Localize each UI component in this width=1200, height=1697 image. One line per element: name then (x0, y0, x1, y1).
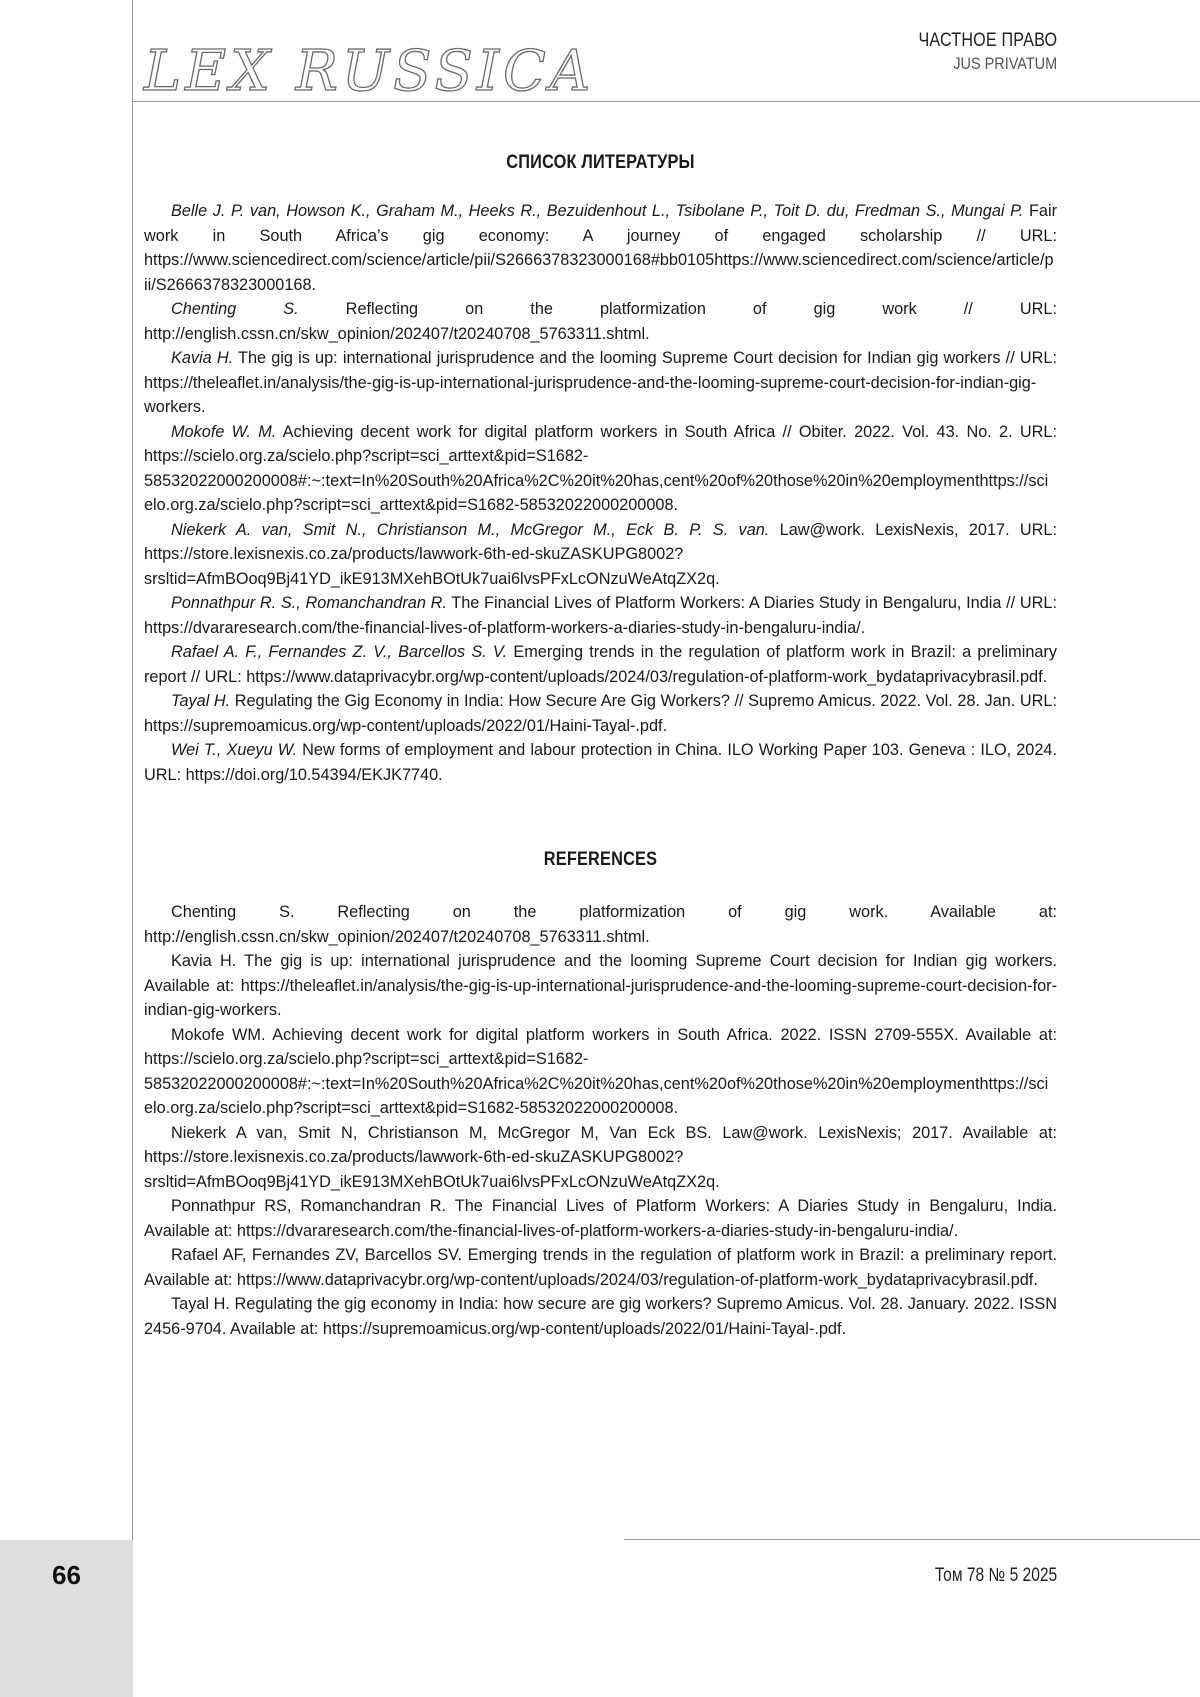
bibliography-entry (144, 297, 1057, 346)
bibliography-entry (144, 199, 1057, 297)
reference-entry: Chenting S. Reflecting on the platformization of gig work. Available at: http://english.cssn.cn/skw_opinion/202407/t20240708_5763311.shtml. (144, 900, 1057, 949)
issue-info: Том 78 № 5 2025 (935, 1565, 1057, 1587)
bibliography-entry (144, 518, 1057, 592)
references-list (144, 900, 1057, 1341)
reference-entry: Niekerk A van, Smit N, Christianson M, McGregor M, Van Eck BS. Law@work. LexisNexis; 2017. Available at: https://store.lexisnexis.co.za/products/lawwork-6th-ed-skuZASKUPG8002?srsltid=AfmBOoq9Bj41YD_ikE913MXehBOtUk7uai6lvsPFxLcONzuWeAtqZX2q. (144, 1121, 1057, 1195)
entry-text: Achieving decent work for digital platform workers in South Africa // Obiter. 2022. Vol. 43. No. 2. URL: https://scielo.org.za/scielo.php?script=sci_arttext&pid=S1682-58532022000200008#:~:text=In%20South%20Africa%2C%20it%20has,cent%20of%20those%20in%20employmenthttps://scielo.org.za/scielo.php?script=sci_arttext&pid=S1682-58532022000200008. (144, 423, 1057, 515)
entry-text: Regulating the Gig Economy in India: How Secure Are Gig Workers? // Supremo Amicus. 2022. Vol. 28. Jan. URL: https://supremoamicus.org/wp-content/uploads/2022/01/Haini-Tayal-.pdf. (144, 692, 1057, 735)
entry-authors: Tayal H. (171, 692, 230, 710)
bibliography-entry (144, 420, 1057, 518)
entry-text: Fair work in South Africa’s gig economy: A journey of engaged scholarship // URL: https://www.sciencedirect.com/science/article/pii/S2666378323000168#bb0105https://www.sciencedirect.com/science/article/pii/S2666378323000168. (144, 202, 1057, 294)
bibliography-entry (144, 591, 1057, 640)
reference-entry: Ponnathpur RS, Romanchandran R. The Financial Lives of Platform Workers: A Diaries Study in Bengaluru, India. Available at: https://dvararesearch.com/the-financial-lives-of-platform-workers-a-diaries-study-in-bengaluru-india/. (144, 1194, 1057, 1243)
entry-authors: Niekerk A. van, Smit N., Christianson M., McGregor M., Eck B. P. S. van. (171, 521, 769, 539)
entry-text: The Financial Lives of Platform Workers: A Diaries Study in Bengaluru, India // URL: https://dvararesearch.com/the-financial-lives-of-platform-workers-a-diaries-study-in-bengaluru-india/. (144, 594, 1057, 637)
bibliography-list (144, 199, 1057, 787)
references-heading: REFERENCES (208, 849, 993, 871)
entry-text: The gig is up: international jurisprudence and the looming Supreme Court decision for Indian gig workers // URL: https://theleaflet.in/analysis/the-gig-is-up-international-jurisprudence-and-the-looming-supreme-court-decision-for-indian-gig-workers. (144, 349, 1057, 416)
entry-authors: Belle J. P. van, Howson K., Graham M., Heeks R., Bezuidenhout L., Tsibolane P., Toit D. du, Fredman S., Mungai P. (171, 202, 1023, 220)
entry-authors: Kavia H. (171, 349, 233, 367)
section-title-ru: ЧАСТНОЕ ПРАВО (918, 30, 1057, 52)
page-number: 66 (0, 1560, 133, 1591)
entry-text: Reflecting on the platformization of gig work // URL: http://english.cssn.cn/skw_opinion/202407/t20240708_5763311.shtml. (144, 300, 1057, 343)
entry-authors: Mokofe W. M. (171, 423, 276, 441)
section-title-latin: JUS PRIVATUM (953, 54, 1057, 74)
entry-authors: Wei T., Xueyu W. (171, 741, 297, 759)
entry-text: New forms of employment and labour protection in China. ILO Working Paper 103. Geneva : ILO, 2024. URL: https://doi.org/10.54394/EKJK7740. (144, 741, 1057, 784)
entry-authors: Rafael A. F., Fernandes Z. V., Barcellos S. V. (171, 643, 507, 661)
footer-rule (624, 1539, 1200, 1540)
entry-authors: Chenting S. (171, 300, 299, 318)
bibliography-entry (144, 689, 1057, 738)
journal-logo (144, 34, 464, 104)
reference-entry: Mokofe WM. Achieving decent work for digital platform workers in South Africa. 2022. ISSN 2709-555X. Available at: https://scielo.org.za/scielo.php?script=sci_arttext&pid=S1682-58532022000200008#:~:text=In%20South%20Africa%2C%20it%20has,cent%20of%20those%20in%20employmenthttps://scielo.org.za/scielo.php?script=sci_arttext&pid=S1682-58532022000200008. (144, 1023, 1057, 1121)
bibliography-entry (144, 346, 1057, 420)
bibliography-entry (144, 738, 1057, 787)
reference-entry: Kavia H. The gig is up: international jurisprudence and the looming Supreme Court decision for Indian gig workers. Available at: https://theleaflet.in/analysis/the-gig-is-up-international-jurisprudence-and-the-looming-supreme-court-decision-for-indian-gig-workers. (144, 949, 1057, 1023)
entry-text: Emerging trends in the regulation of platform work in Brazil: a preliminary report // URL: https://www.dataprivacybr.org/wp-content/uploads/2024/03/regulation-of-platform-work_bydataprivacybrasil.pdf. (144, 643, 1057, 686)
left-margin-rule (132, 0, 133, 1540)
page-content (144, 152, 1057, 1341)
bibliography-entry (144, 640, 1057, 689)
reference-entry: Tayal H. Regulating the gig economy in India: how secure are gig workers? Supremo Amicus. Vol. 28. January. 2022. ISSN 2456-9704. Available at: https://supremoamicus.org/wp-content/uploads/2022/01/Haini-Tayal-.pdf. (144, 1292, 1057, 1341)
journal-logo-text: LEX RUSSICA (143, 39, 594, 104)
reference-entry: Rafael AF, Fernandes ZV, Barcellos SV. Emerging trends in the regulation of platform work in Brazil: a preliminary report. Available at: https://www.dataprivacybr.org/wp-content/uploads/2024/03/regulation-of-platform-work_bydataprivacybrasil.pdf. (144, 1243, 1057, 1292)
entry-text: Law@work. LexisNexis, 2017. URL: https://store.lexisnexis.co.za/products/lawwork-6th-ed-skuZASKUPG8002?srsltid=AfmBOoq9Bj41YD_ikE913MXehBOtUk7uai6lvsPFxLcONzuWeAtqZX2q. (144, 521, 1057, 588)
entry-authors: Ponnathpur R. S., Romanchandran R. (171, 594, 447, 612)
bibliography-heading: СПИСОК ЛИТЕРАТУРЫ (208, 152, 993, 174)
